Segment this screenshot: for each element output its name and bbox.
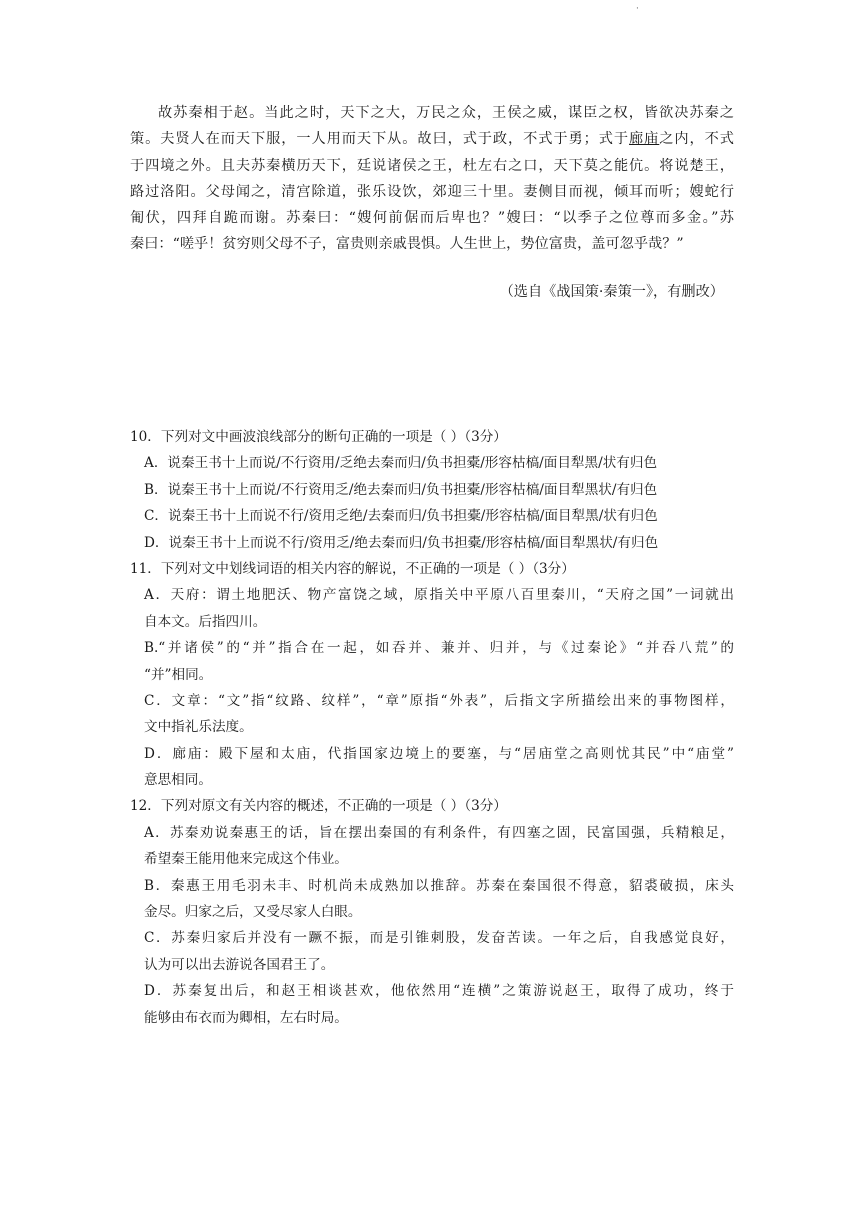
- question-10-option-d: D．说秦王书十上而说不行/资用乏/绝去秦而归/负书担橐/形容枯槁/面目犁黑状/有归色: [144, 534, 659, 551]
- passage-line: 路过洛阳。父母闻之，清宫除道，张乐设饮，郊迎三十里。妻侧目而视，倾耳而听；嫂蛇行: [130, 183, 734, 200]
- question-12-option-a-cont: 希望秦王能用他来完成这个伟业。: [144, 851, 348, 868]
- question-11-option-a-cont: 自本文。后指四川。: [144, 613, 267, 630]
- top-mark: ·: [636, 4, 639, 14]
- question-12-option-c-cont: 认为可以出去游说各国君王了。: [144, 956, 335, 973]
- question-10-option-a: A．说秦王书十上而说/不行资用/乏绝去秦而归/负书担橐/形容枯槁/面目犁黑/状有归色: [144, 455, 658, 472]
- passage-line-text: 策。夫贤人在而天下服，一人用而天下从。故曰，式于政，不式于勇；式于: [130, 131, 630, 148]
- question-10-stem: 10．下列对文中画波浪线部分的断句正确的一项是（ ）（3分）: [130, 429, 507, 445]
- classical-passage: [130, 100, 734, 258]
- passage-line: 匍伏，四拜自跪而谢。苏秦曰：“嫂何前倨而后卑也？”嫂曰：“以季子之位尊而多金。”苏: [130, 210, 734, 227]
- passage-line: 故苏秦相于赵。当此之时，天下之大，万民之众，王侯之威，谋臣之权，皆欲决苏秦之: [158, 105, 734, 121]
- question-12-option-d: D．苏秦复出后，和赵王相谈甚欢，他依然用“连横”之策游说赵王，取得了成功，终于: [144, 983, 734, 1000]
- passage-line: 于四境之外。且夫苏秦横历天下，廷说诸侯之王，杜左右之口，天下莫之能伉。将说楚王，: [130, 157, 734, 174]
- passage-line-tail: 之内，不式: [659, 131, 734, 148]
- question-12-stem: 12．下列对原文有关内容的概述，不正确的一项是（ ）（3分）: [130, 798, 507, 815]
- question-10-option-b: B．说秦王书十上而说/不行资用乏/绝去秦而归/负书担橐/形容枯槁/面目犁黑状/有归色: [144, 481, 658, 498]
- question-12-option-a: A．苏秦劝说秦惠王的话，旨在摆出秦国的有利条件，有四塞之固，民富国强，兵精粮足，: [144, 824, 734, 841]
- underlined-term: 廊庙: [629, 131, 660, 148]
- passage-line: [130, 126, 734, 152]
- question-12-option-b-cont: 金尽。归家之后，又受尽家人白眼。: [144, 904, 362, 921]
- question-11-option-b-cont: “并”相同。: [144, 666, 213, 683]
- question-12-option-d-cont: 能够由布衣而为卿相，左右时局。: [144, 1009, 348, 1026]
- question-11-option-c: C．文章：“文”指“纹路、纹样”，“章”原指“外表”，后指文字所描绘出来的事物图样，: [144, 692, 734, 709]
- passage-source: （选自《战国策·秦策一》，有删改）: [499, 284, 724, 300]
- passage-line: 秦曰：“嗟乎！贫穷则父母不子，富贵则亲戚畏惧。人生世上，势位富贵，盖可忽乎哉？”: [130, 236, 684, 253]
- question-12-option-c: C．苏秦归家后并没有一蹶不振，而是引锥刺股，发奋苦读。一年之后，自我感觉良好，: [144, 930, 734, 947]
- question-11-option-d: D．廊庙：殿下屋和太庙，代指国家边境上的要塞，与“居庙堂之高则忧其民”中“庙堂”: [144, 745, 734, 762]
- question-11-option-c-cont: 文中指礼乐法度。: [144, 719, 253, 736]
- question-11-option-b: B.“并诸侯”的“并”指合在一起，如吞并、兼并、归并，与《过秦论》“并吞八荒”的: [144, 640, 734, 657]
- question-10-option-c: C．说秦王书十上而说不行/资用乏绝/去秦而归/负书担橐/形容枯槁/面目犁黑/状有归色: [144, 508, 658, 525]
- question-11-stem: 11．下列对文中划线词语的相关内容的解说，不正确的一项是（ ）（3分）: [130, 560, 575, 577]
- question-11-option-a: A．天府：谓土地肥沃、物产富饶之域，原指关中平原八百里秦川，“天府之国”一词就出: [144, 587, 734, 604]
- question-12-option-b: B．秦惠王用毛羽未丰、时机尚未成熟加以推辞。苏秦在秦国很不得意，貂裘破损，床头: [144, 877, 734, 894]
- questions: [130, 424, 734, 1031]
- question-11-option-d-cont: 意思相同。: [144, 772, 212, 789]
